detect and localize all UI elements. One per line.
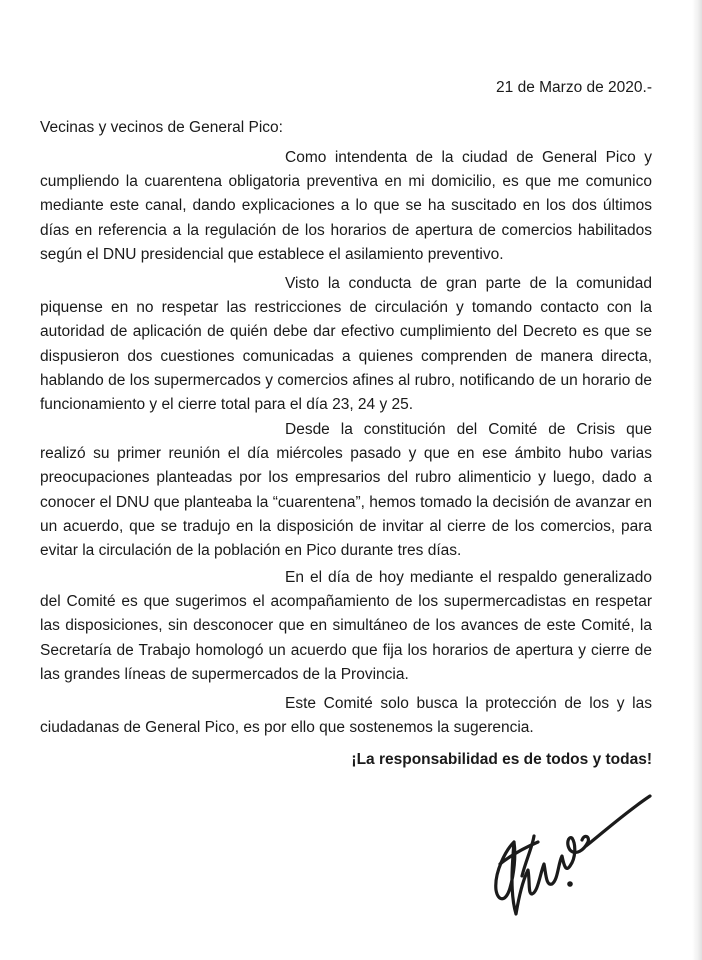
letter-salutation: Vecinas y vecinos de General Pico: — [40, 119, 283, 136]
page-edge-shadow — [692, 0, 702, 960]
letter-date: 21 de Marzo de 2020.- — [496, 79, 652, 96]
paragraph-3-text: Desde la constitución del Comité de Crisis que realizó su primer reunión el día miércoles pasado y que en ese ámbito hubo varias preocupaciones planteadas por los empresarios del rubro alimenticio y luego, dado a conocer el DNU que planteaba la “cuarentena”, hemos tomado la decisión de avanzar en un acuerdo, que se tradujo en la disposición de invitar al cierre de los comercios, para evitar la circulación de la población en Pico durante tres días. — [40, 421, 652, 560]
paragraph-4-text: En el día de hoy mediante el respaldo generalizado del Comité es que sugerimos el acompañamiento de los supermercadistas en respetar las disposiciones, sin desconocer que en simultáneo de los avances de este Comité, la Secretaría de Trabajo homologó un acuerdo que fija los horarios de apertura y cierre de las grandes líneas de supermercados de la Provincia. — [40, 569, 652, 683]
paragraph-2-text: Visto la conducta de gran parte de la comunidad piquense en no respetar las restricciones de circulación y tomando contacto con la autoridad de aplicación de quién debe dar efectivo cumplimiento del Decreto es que se dispusieron dos cuestiones comunicadas a quienes comprenden de manera directa, hablando de los supermercados y comercios afines al rubro, notificando de un horario de funcionamiento y el cierre total para el día 23, 24 y 25. — [40, 275, 652, 414]
closing-line: ¡La responsabilidad es de todos y todas! — [351, 751, 652, 768]
paragraph-5 — [40, 692, 652, 740]
paragraph-1 — [40, 146, 652, 267]
paragraph-2 — [40, 272, 652, 417]
signature-dot — [567, 881, 573, 887]
paragraph-4 — [40, 566, 652, 687]
paragraph-3 — [40, 418, 652, 563]
paragraph-5-text: Este Comité solo busca la protección de los y las ciudadanas de General Pico, es por ello que sostenemos la sugerencia. — [40, 695, 652, 737]
paragraph-1-text: Como intendenta de la ciudad de General Pico y cumpliendo la cuarentena obligatoria preventiva en mi domicilio, es que me comunico mediante este canal, dando explicaciones a lo que se ha suscitado en los dos últimos días en referencia a la regulación de los horarios de apertura de comercios habilitados según el DNU presidencial que establece el asilamiento preventivo. — [40, 149, 652, 263]
handwritten-signature-icon — [466, 790, 656, 930]
